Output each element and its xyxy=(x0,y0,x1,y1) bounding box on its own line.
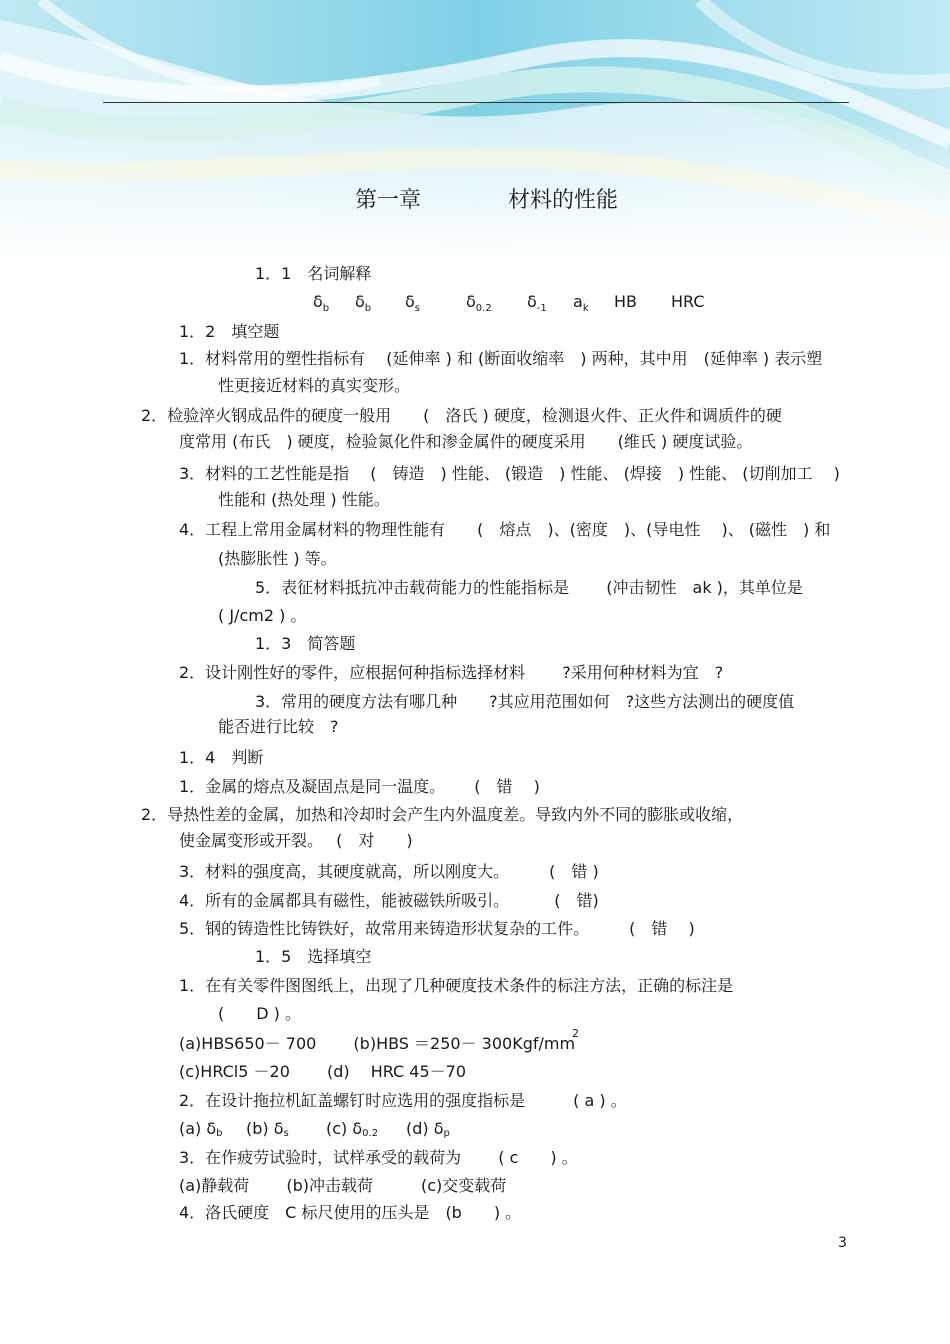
chapter-number: 第一章 xyxy=(355,188,422,213)
choice-q3: 3．在作疲劳试验时，试样承受的载荷为 ( c ) 。 xyxy=(179,1148,578,1167)
choice-q2-option-a: (a) $\delta_b$ xyxy=(179,1119,223,1139)
section-heading-1-5: 1．5 选择填空 xyxy=(255,947,372,966)
choice-q1-options-ab: (a)HBS650－ 700 (b)HBS ＝250－ 300Kgf/mm xyxy=(179,1034,576,1053)
superscript-2: 2 xyxy=(572,1027,579,1040)
fill-q3-line1: 3．材料的工艺性能是指 ( 铸造 ) 性能、 (锻造 ) 性能、 (焊接 ) 性能、 (切削加工 ) xyxy=(179,464,840,483)
fill-q2-line1: 2．检验淬火钢成品件的硬度一般用 ( 洛氏 ) 硬度，检测退火件、正火件和调质件的硬 xyxy=(141,406,782,425)
fill-q4-line1: 4．工程上常用金属材料的物理性能有 ( 熔点 )、(密度 )、(导电性 )、 (磁性 ) 和 xyxy=(179,520,831,539)
choice-q1-line1: 1．在有关零件图图纸上，出现了几种硬度技术条件的标注方法，正确的标注是 xyxy=(179,976,734,995)
page-number: 3 xyxy=(838,1235,847,1251)
fill-q1-line2: 性更接近材料的真实变形。 xyxy=(218,376,411,395)
symbol-item: $\delta_b$ xyxy=(355,292,372,315)
short-q3-line1: 3．常用的硬度方法有哪几种 ?其应用范围如何 ?这些方法测出的硬度值 xyxy=(255,692,795,711)
fill-q3-line2: 性能和 (热处理 ) 性能。 xyxy=(218,490,390,509)
header-rule xyxy=(103,102,849,103)
chapter-title: 材料的性能 xyxy=(508,188,619,213)
choice-q2: 2．在设计拖拉机缸盖螺钉时应选用的强度指标是 ( a ) 。 xyxy=(179,1091,627,1110)
choice-q2-option-d: (d) $\delta_p$ xyxy=(406,1119,450,1139)
symbol-item: HRC xyxy=(671,292,705,311)
choice-q1-options-cd: (c)HRCl5 －20 (d) HRC 45－70 xyxy=(179,1062,467,1081)
judge-q2-line2: 使金属变形或开裂。 ( 对 ) xyxy=(179,831,413,850)
judge-q2-line1: 2．导热性差的金属，加热和冷却时会产生内外温度差。导致内外不同的膨胀或收缩， xyxy=(141,805,744,824)
choice-q3-options: (a)静载荷 (b)冲击载荷 (c)交变载荷 xyxy=(179,1176,507,1195)
judge-q5: 5．钢的铸造性比铸铁好，故常用来铸造形状复杂的工件。 ( 错 ) xyxy=(179,919,695,938)
symbol-item: $a_k$ xyxy=(573,292,589,315)
fill-q2-line2: 度常用 (布氏 ) 硬度，检验氮化件和渗金属件的硬度采用 (维氏 ) 硬度试验。 xyxy=(179,432,753,451)
fill-q5-line1: 5．表征材料抵抗冲击载荷能力的性能指标是 (冲击韧性 ak )，其单位是 xyxy=(255,578,803,597)
short-q3-line2: 能否进行比较 ? xyxy=(218,717,339,736)
judge-q3: 3．材料的强度高，其硬度就高，所以刚度大。 ( 错 ) xyxy=(179,862,599,881)
fill-q5-line2: ( J/cm2 ) 。 xyxy=(218,606,307,625)
short-q2: 2．设计刚性好的零件，应根据何种指标选择材料 ?采用何种材料为宜 ? xyxy=(179,663,724,682)
fill-q4-line2: (热膨胀性 ) 等。 xyxy=(218,549,337,568)
judge-q4: 4．所有的金属都具有磁性，能被磁铁所吸引。 ( 错) xyxy=(179,891,599,910)
symbol-item: $\delta_{0.2}$ xyxy=(466,292,492,315)
decorative-wave-banner xyxy=(0,0,950,260)
section-heading-1-4: 1．4 判断 xyxy=(179,748,264,767)
choice-q1-line2: ( D ) 。 xyxy=(218,1004,301,1023)
symbol-item: $\delta_{-1}$ xyxy=(527,292,547,315)
symbol-item: $\delta_b$ xyxy=(313,292,330,315)
choice-q4: 4．洛氏硬度 C 标尺使用的压头是 (b ) 。 xyxy=(179,1203,522,1222)
fill-q1-line1: 1．材料常用的塑性指标有 (延伸率 ) 和 (断面收缩率 ) 两种，其中用 (延伸率 ) 表示塑 xyxy=(179,349,823,368)
symbol-item: HB xyxy=(614,292,638,311)
symbol-item: $\delta_s$ xyxy=(405,292,421,315)
section-heading-1-1: 1．1 名词解释 xyxy=(255,264,372,283)
choice-q2-option-b: (b) $\delta_s$ xyxy=(246,1119,289,1139)
choice-q2-option-c: (c) $\delta_{0.2}$ xyxy=(326,1119,379,1139)
section-heading-1-3: 1．3 简答题 xyxy=(255,634,356,653)
section-heading-1-2: 1．2 填空题 xyxy=(179,322,280,341)
judge-q1: 1．金属的熔点及凝固点是同一温度。 ( 错 ) xyxy=(179,777,540,796)
